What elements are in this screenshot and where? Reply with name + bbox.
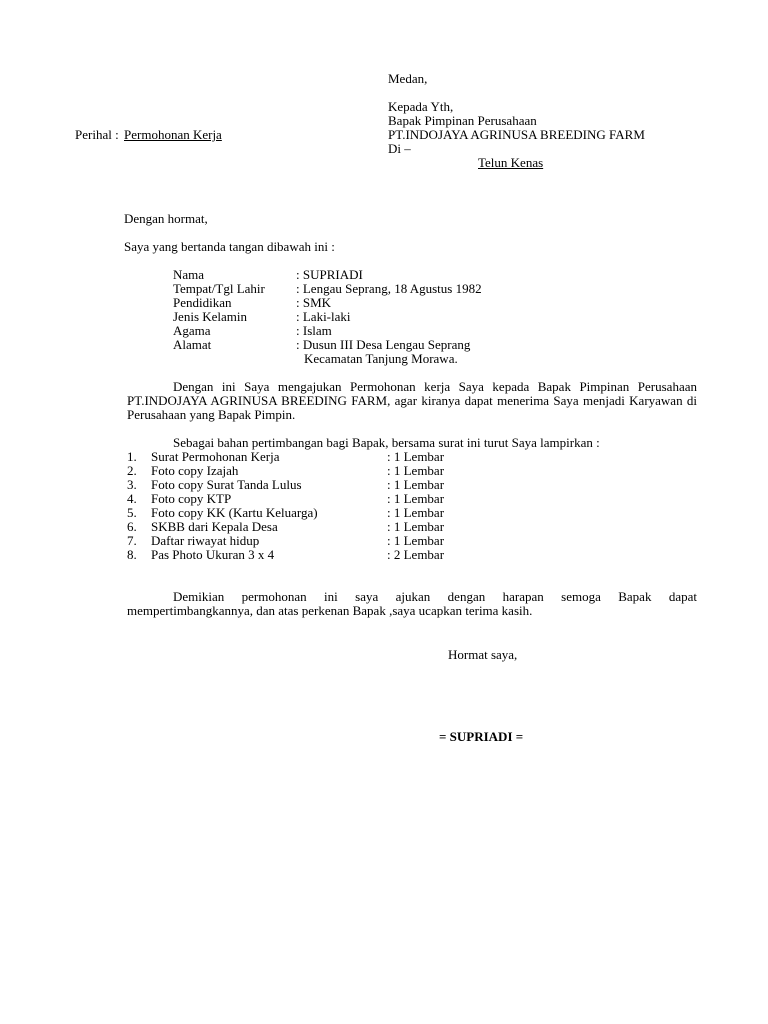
identity-label: Agama: [173, 323, 211, 338]
identity-value: : SMK: [296, 295, 332, 310]
address-continuation: Kecamatan Tanjung Morawa.: [304, 351, 458, 366]
subject-value: Permohonan Kerja: [124, 127, 222, 142]
list-item: Surat Permohonan Kerja: [151, 449, 280, 464]
identity-label: Tempat/Tgl Lahir: [173, 281, 265, 296]
recipient-location: Telun Kenas: [478, 155, 544, 170]
signature-name: = SUPRIADI =: [439, 729, 524, 744]
identity-label: Jenis Kelamin: [173, 309, 248, 324]
list-item-qty: : 1 Lembar: [387, 505, 445, 520]
list-item-number: 6.: [127, 519, 137, 534]
list-item-number: 2.: [127, 463, 137, 478]
greeting: Dengan hormat,: [124, 211, 208, 226]
recipient-company: PT.INDOJAYA AGRINUSA BREEDING FARM: [388, 127, 645, 142]
list-item: SKBB dari Kepala Desa: [151, 519, 278, 534]
list-item-qty: : 2 Lembar: [387, 547, 445, 562]
list-item-qty: : 1 Lembar: [387, 449, 445, 464]
identity-value: : Dusun III Desa Lengau Seprang: [296, 337, 471, 352]
list-item-number: 3.: [127, 477, 137, 492]
identity-value: : SUPRIADI: [296, 267, 363, 282]
identity-value: : Islam: [296, 323, 332, 338]
attachments-intro: Sebagai bahan pertimbangan bagi Bapak, bersama surat ini turut Saya lampirkan :: [173, 435, 600, 450]
list-item-number: 4.: [127, 491, 137, 506]
recipient-line-2: Bapak Pimpinan Perusahaan: [388, 113, 537, 128]
list-item-qty: : 1 Lembar: [387, 477, 445, 492]
list-item: Daftar riwayat hidup: [151, 533, 260, 548]
list-item-qty: : 1 Lembar: [387, 533, 445, 548]
list-item-number: 7.: [127, 533, 137, 548]
place-date: Medan,: [388, 71, 428, 86]
identity-value: : Laki-laki: [296, 309, 351, 324]
intro-line: Saya yang bertanda tangan dibawah ini :: [124, 239, 335, 254]
identity-label: Alamat: [173, 337, 212, 352]
list-item-number: 1.: [127, 449, 137, 464]
list-item-qty: : 1 Lembar: [387, 519, 445, 534]
recipient-line-1: Kepada Yth,: [388, 99, 454, 114]
identity-value: : Lengau Seprang, 18 Agustus 1982: [296, 281, 482, 296]
list-item: Foto copy KTP: [151, 491, 232, 506]
list-item-qty: : 1 Lembar: [387, 491, 445, 506]
list-item-number: 8.: [127, 547, 137, 562]
list-item: Foto copy Surat Tanda Lulus: [151, 477, 302, 492]
identity-label: Nama: [173, 267, 205, 282]
identity-label: Pendidikan: [173, 295, 232, 310]
body-paragraph: Dengan ini Saya mengajukan Permohonan kerja Saya kepada Bapak Pimpinan Perusahaan PT.INDOJAYA AGRINUSA BREEDING FARM, agar kiranya dapat menerima Saya menjadi Karyawan di Perusahaan yang Bapak Pimpin.: [127, 379, 697, 422]
list-item: Foto copy KK (Kartu Keluarga): [151, 505, 318, 520]
list-item: Foto copy Izajah: [151, 463, 239, 478]
subject-label: Perihal :: [75, 127, 119, 142]
sign-off: Hormat saya,: [448, 647, 518, 662]
closing-paragraph: Demikian permohonan ini saya ajukan dengan harapan semoga Bapak dapat mempertimbangkannya, dan atas perkenan Bapak ,saya ucapkan terima kasih.: [127, 589, 697, 618]
recipient-di: Di –: [388, 141, 411, 156]
list-item: Pas Photo Ukuran 3 x 4: [151, 547, 275, 562]
list-item-qty: : 1 Lembar: [387, 463, 445, 478]
list-item-number: 5.: [127, 505, 137, 520]
